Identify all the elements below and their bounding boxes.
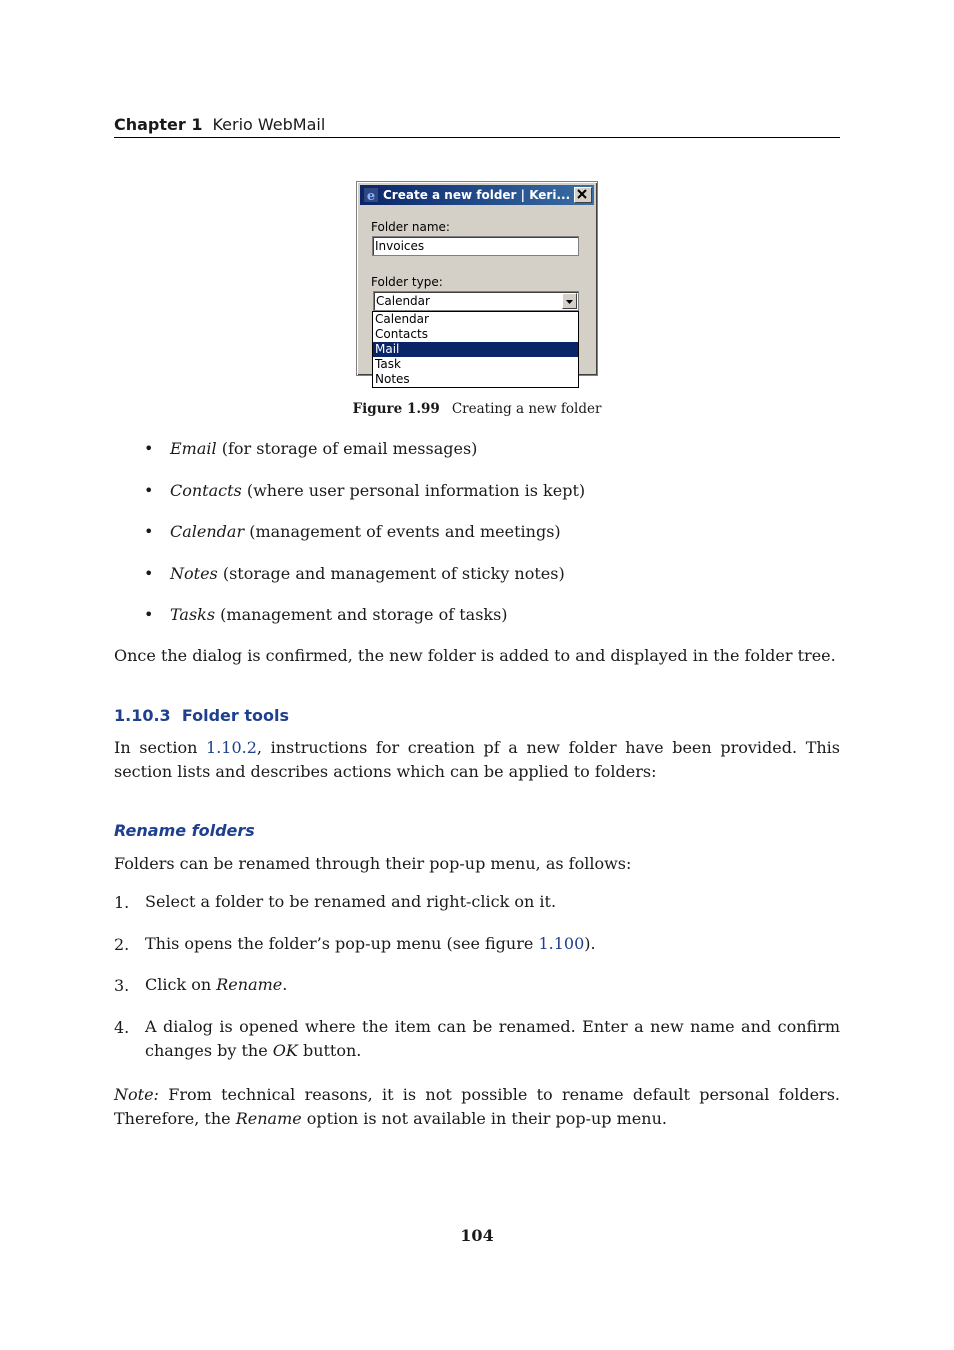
dropdown-button[interactable]	[562, 293, 577, 309]
note-label: Note:	[114, 1085, 159, 1104]
close-button[interactable]	[574, 187, 592, 203]
bullet-term: Contacts	[170, 481, 242, 500]
close-icon	[575, 188, 589, 200]
subsection-heading: Rename folders	[114, 821, 255, 840]
bullet-icon: •	[144, 605, 154, 624]
bullet-icon: •	[144, 564, 154, 583]
folder-type-value: Calendar	[376, 294, 430, 308]
step-text-part: Click on	[145, 975, 217, 994]
step-emphasis: Rename	[216, 975, 283, 994]
bullet-icon: •	[144, 522, 154, 541]
note-paragraph	[114, 1083, 840, 1131]
step-text	[145, 973, 840, 997]
bullet-desc: (storage and management of sticky notes)	[217, 564, 565, 583]
figure-text: Creating a new folder	[451, 401, 602, 417]
bullet-icon: •	[144, 439, 154, 458]
page-number: 104	[460, 1226, 494, 1245]
bullet-desc: (management of events and meetings)	[244, 522, 561, 541]
paragraph-text: In section	[114, 738, 207, 757]
bullet-desc: (management and storage of tasks)	[215, 605, 508, 624]
step-text: Select a folder to be renamed and right-click on it.	[145, 892, 557, 911]
step-text	[145, 1015, 840, 1063]
folder-name-label: Folder name:	[371, 220, 450, 234]
note-text: From technical reasons, it is not possible to rename default personal folders. Therefore, the	[114, 1085, 840, 1128]
step-text-part: button.	[297, 1041, 362, 1060]
folder-type-label: Folder type:	[371, 275, 443, 289]
section-number: 1.10.3	[114, 706, 171, 725]
chevron-down-icon	[563, 294, 576, 308]
step-emphasis: OK	[272, 1041, 298, 1060]
folder-type-list	[372, 311, 579, 388]
step-number: 3.	[114, 976, 130, 995]
figure-link[interactable]: 1.100	[538, 934, 585, 953]
note-text: option is not available in their pop-up menu.	[301, 1109, 667, 1128]
figure-label: Figure 1.99	[352, 401, 440, 417]
bullet-term: Calendar	[170, 522, 245, 541]
folder-type-select[interactable]	[373, 291, 579, 311]
step-number: 1.	[114, 893, 130, 912]
folder-name-input[interactable]: Invoices	[372, 236, 579, 256]
step-text-part: .	[282, 975, 288, 994]
step-number: 2.	[114, 935, 130, 954]
svg-text:e: e	[366, 189, 376, 202]
step-text-part: A dialog is opened where the item can be renamed. Enter a new name and confirm changes by the	[145, 1017, 840, 1060]
figure-caption	[114, 401, 840, 417]
section-link[interactable]: 1.10.2	[206, 738, 257, 757]
bullet-term: Email	[170, 439, 217, 458]
step-number: 4.	[114, 1018, 130, 1037]
option-calendar[interactable]: Calendar	[375, 312, 429, 326]
chapter-label: Chapter 1	[114, 115, 203, 134]
note-emphasis: Rename	[235, 1109, 302, 1128]
option-notes[interactable]: Notes	[375, 372, 410, 386]
running-header	[114, 115, 840, 138]
step-text-part: ).	[584, 934, 596, 953]
option-task[interactable]: Task	[375, 357, 401, 371]
chapter-title: Kerio WebMail	[212, 115, 326, 134]
paragraph-section	[114, 736, 840, 784]
dialog-titlebar	[360, 185, 594, 205]
bullet-desc: (where user personal information is kept)	[241, 481, 586, 500]
bullet-icon: •	[144, 481, 154, 500]
section-heading	[114, 706, 289, 725]
bullet-term: Tasks	[170, 605, 216, 624]
bullet-term: Notes	[170, 564, 218, 583]
option-contacts[interactable]: Contacts	[375, 327, 428, 341]
paragraph-rename: Folders can be renamed through their pop-up menu, as follows:	[114, 854, 632, 873]
browser-icon	[364, 188, 378, 202]
paragraph-text: , instructions for creation pf a new folder have been provided. This section lists and describes actions which can be applied to folders:	[114, 738, 840, 781]
step-text	[145, 932, 840, 956]
option-mail[interactable]: Mail	[373, 342, 578, 357]
paragraph-confirm: Once the dialog is confirmed, the new folder is added to and displayed in the folder tree.	[114, 646, 836, 665]
bullet-desc: (for storage of email messages)	[216, 439, 478, 458]
step-text-part: This opens the folder’s pop-up menu (see figure	[145, 934, 539, 953]
section-title: Folder tools	[181, 706, 289, 725]
dialog-title: Create a new folder | Keri...	[383, 188, 571, 202]
